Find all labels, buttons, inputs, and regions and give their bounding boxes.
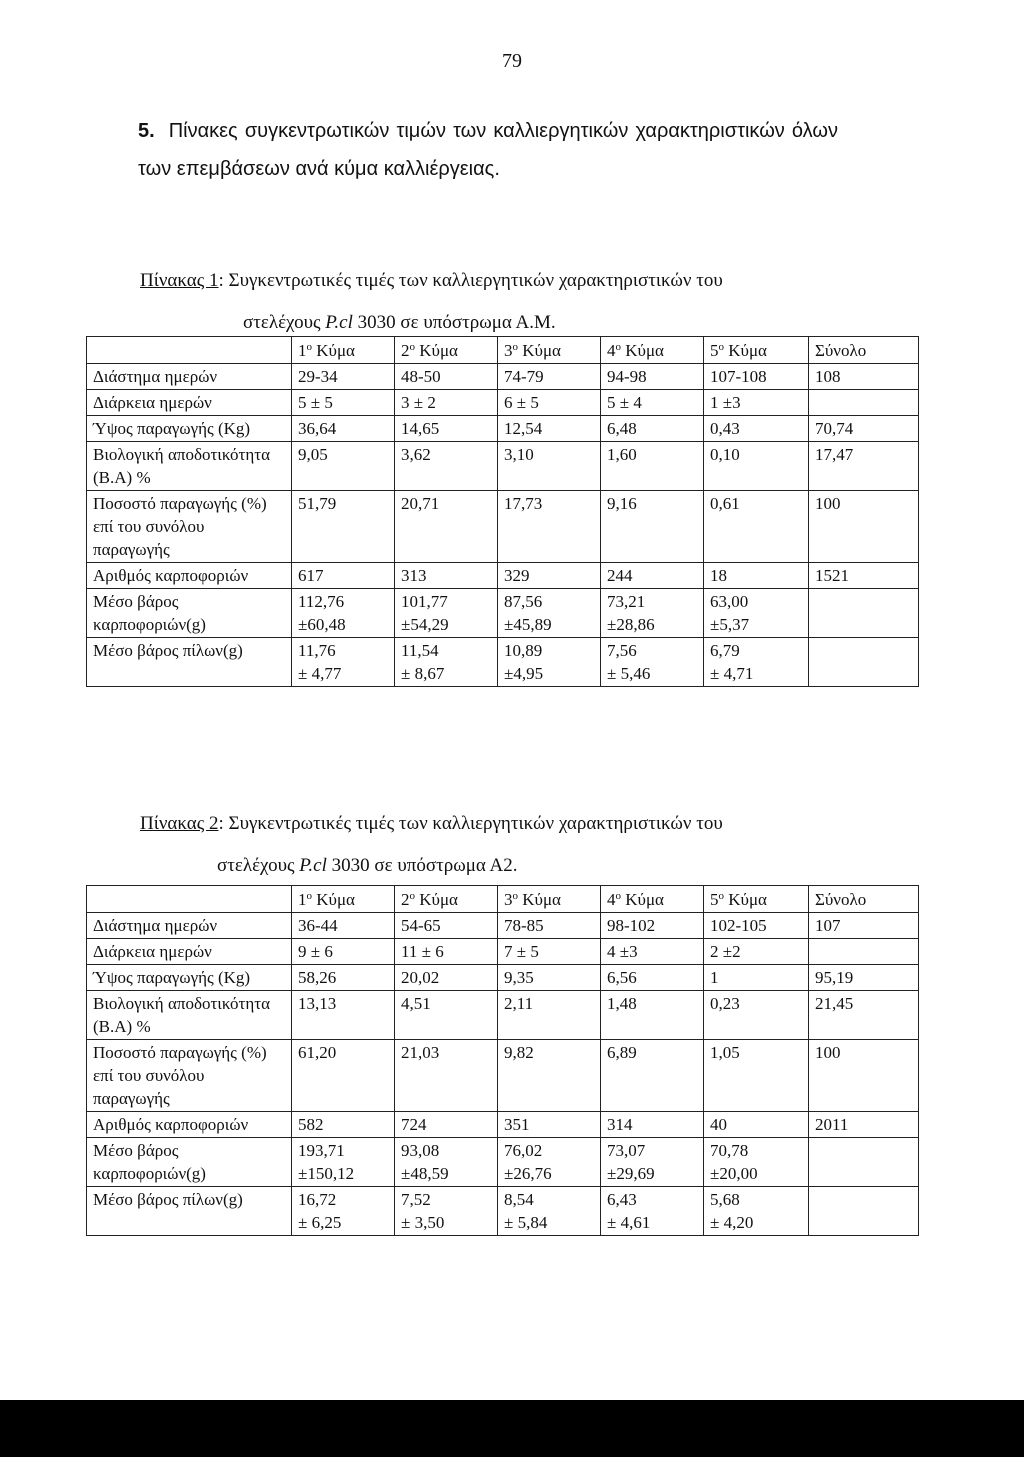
cell-deviation: ±4,95 — [504, 664, 544, 683]
table-cell — [704, 589, 809, 638]
table-cell: 0,10 — [704, 442, 809, 491]
table-cell: 21,03 — [395, 1040, 498, 1112]
cell-deviation: ± 8,67 — [401, 664, 445, 683]
row-label: Μέσο βάρος πίλων(g) — [87, 638, 292, 687]
table-cell: 5 ± 4 — [601, 390, 704, 416]
cell-deviation: ±20,00 — [710, 1164, 758, 1183]
table-row — [87, 1040, 919, 1112]
table-cell: 0,61 — [704, 491, 809, 563]
column-header — [704, 886, 809, 913]
table-1 — [86, 336, 919, 687]
cell-deviation: ± 5,46 — [607, 664, 651, 683]
cell-mean: 101,77 — [401, 592, 448, 611]
table-row — [87, 589, 919, 638]
table-cell: 7 ± 5 — [498, 939, 601, 965]
table-2-caption-strain: P.cl — [299, 855, 327, 876]
table-cell: 98-102 — [601, 913, 704, 939]
table-cell: 1,48 — [601, 991, 704, 1040]
table-cell — [601, 638, 704, 687]
cell-deviation: ±48,59 — [401, 1164, 449, 1183]
table-cell — [395, 638, 498, 687]
row-label: Διάστημα ημερών — [87, 913, 292, 939]
table-1-caption — [140, 260, 723, 344]
table-row — [87, 638, 919, 687]
column-header — [809, 337, 919, 364]
table-cell: 29-34 — [292, 364, 395, 390]
row-label: Βιολογική αποδοτικότητα (Β.Α) % — [87, 991, 292, 1040]
row-label: Διάρκεια ημερών — [87, 939, 292, 965]
column-header — [498, 337, 601, 364]
table-cell: 9,82 — [498, 1040, 601, 1112]
header-text: Σύνολο — [815, 890, 867, 909]
cell-deviation: ± 5,84 — [504, 1213, 548, 1232]
table-cell — [498, 1138, 601, 1187]
table-cell: 6,56 — [601, 965, 704, 991]
table-cell — [292, 1138, 395, 1187]
table-cell: 2 ±2 — [704, 939, 809, 965]
table-cell: 9,16 — [601, 491, 704, 563]
header-number: 3 — [504, 341, 513, 360]
table-row — [87, 364, 919, 390]
table-cell: 100 — [809, 1040, 919, 1112]
row-label: Μέσο βάρος καρποφοριών(g) — [87, 589, 292, 638]
table-cell: 21,45 — [809, 991, 919, 1040]
table-cell: 244 — [601, 563, 704, 589]
table-row — [87, 390, 919, 416]
column-header — [601, 337, 704, 364]
column-header — [292, 886, 395, 913]
page-number: 79 — [502, 50, 522, 72]
cell-deviation: ± 4,77 — [298, 664, 342, 683]
header-text: Κύμα — [518, 890, 561, 909]
row-label: Διάρκεια ημερών — [87, 390, 292, 416]
header-text: Κύμα — [312, 890, 355, 909]
cell-mean: 7,52 — [401, 1190, 431, 1209]
table-cell: 18 — [704, 563, 809, 589]
cell-deviation: ± 4,61 — [607, 1213, 651, 1232]
table-cell — [809, 589, 919, 638]
table-cell: 108 — [809, 364, 919, 390]
section-title: Πίνακες συγκεντρωτικών τιμών των καλλιεργητικών χαρακτηριστικών όλων των επεμβάσεων ανά κύμα καλλιέργειας. — [138, 120, 838, 180]
cell-mean: 87,56 — [504, 592, 543, 611]
column-header — [809, 886, 919, 913]
table-row — [87, 965, 919, 991]
table-cell: 12,54 — [498, 416, 601, 442]
table-cell: 51,79 — [292, 491, 395, 563]
cell-mean: 112,76 — [298, 592, 345, 611]
header-row — [87, 337, 919, 364]
table-cell: 58,26 — [292, 965, 395, 991]
table-row — [87, 913, 919, 939]
header-number: 1 — [298, 890, 307, 909]
cell-deviation: ± 4,20 — [710, 1213, 754, 1232]
table-cell: 4 ±3 — [601, 939, 704, 965]
cell-deviation: ± 3,50 — [401, 1213, 445, 1232]
column-header — [395, 337, 498, 364]
section-heading — [138, 112, 838, 188]
header-text: Σύνολο — [815, 341, 867, 360]
header-superscript: ο — [718, 890, 724, 902]
header-text: Κύμα — [415, 341, 458, 360]
table-1-caption-line2-end: 3030 σε υπόστρωμα Α.Μ. — [352, 312, 556, 333]
table-2 — [86, 885, 919, 1236]
table-cell: 9,05 — [292, 442, 395, 491]
table-row — [87, 416, 919, 442]
table-1-caption-prefix: Πίνακας 1 — [140, 270, 219, 291]
header-number: 5 — [710, 890, 719, 909]
table-cell: 36,64 — [292, 416, 395, 442]
table-1-caption-text: : Συγκεντρωτικές τιμές των καλλιεργητικών χαρακτηριστικών του — [218, 270, 723, 291]
cell-deviation: ±28,86 — [607, 615, 655, 634]
table-cell: 61,20 — [292, 1040, 395, 1112]
table-cell — [395, 1187, 498, 1236]
table-cell: 351 — [498, 1112, 601, 1138]
table-cell: 329 — [498, 563, 601, 589]
table-cell: 2011 — [809, 1112, 919, 1138]
cell-deviation: ±26,76 — [504, 1164, 552, 1183]
table-cell: 17,47 — [809, 442, 919, 491]
header-superscript: ο — [512, 890, 518, 902]
cell-deviation: ±60,48 — [298, 615, 346, 634]
cell-mean: 6,43 — [607, 1190, 637, 1209]
table-cell: 3 ± 2 — [395, 390, 498, 416]
cell-mean: 70,78 — [710, 1141, 749, 1160]
cell-mean: 8,54 — [504, 1190, 534, 1209]
cell-mean: 76,02 — [504, 1141, 543, 1160]
table-cell — [292, 589, 395, 638]
table-cell — [601, 589, 704, 638]
table-cell: 95,19 — [809, 965, 919, 991]
table-2-caption-prefix: Πίνακας 2 — [140, 813, 219, 834]
table-cell — [704, 1187, 809, 1236]
cell-mean: 5,68 — [710, 1190, 740, 1209]
table-cell: 48-50 — [395, 364, 498, 390]
table-cell: 3,62 — [395, 442, 498, 491]
header-number: 5 — [710, 341, 719, 360]
table-cell — [498, 1187, 601, 1236]
column-header — [498, 886, 601, 913]
table-cell: 313 — [395, 563, 498, 589]
table-2-caption — [140, 803, 723, 887]
header-number: 2 — [401, 341, 410, 360]
table-cell: 6,89 — [601, 1040, 704, 1112]
cell-mean: 73,07 — [607, 1141, 646, 1160]
cell-deviation: ±45,89 — [504, 615, 552, 634]
table-row — [87, 442, 919, 491]
cell-mean: 7,56 — [607, 641, 637, 660]
table-cell — [601, 1187, 704, 1236]
header-text: Κύμα — [621, 890, 664, 909]
table-cell: 6,48 — [601, 416, 704, 442]
cell-mean: 16,72 — [298, 1190, 337, 1209]
header-number: 1 — [298, 341, 307, 360]
table-cell: 54-65 — [395, 913, 498, 939]
table-cell: 1 — [704, 965, 809, 991]
header-superscript: ο — [409, 341, 415, 353]
table-cell — [601, 1138, 704, 1187]
row-label: Ποσοστό παραγωγής (%) επί του συνόλου παραγωγής — [87, 1040, 292, 1112]
table-cell: 4,51 — [395, 991, 498, 1040]
column-header — [292, 337, 395, 364]
table-cell — [498, 638, 601, 687]
cell-mean: 11,54 — [401, 641, 439, 660]
table-1-caption-line2: στελέχους — [243, 312, 326, 333]
header-row — [87, 886, 919, 913]
table-cell — [809, 638, 919, 687]
header-superscript: ο — [512, 341, 518, 353]
header-number: 4 — [607, 341, 616, 360]
cell-deviation: ± 4,71 — [710, 664, 754, 683]
table-cell: 107 — [809, 913, 919, 939]
table-cell — [809, 1187, 919, 1236]
table-cell: 582 — [292, 1112, 395, 1138]
table-cell: 102-105 — [704, 913, 809, 939]
table-cell: 314 — [601, 1112, 704, 1138]
table-cell: 1,60 — [601, 442, 704, 491]
table-cell: 1 ±3 — [704, 390, 809, 416]
row-label: Διάστημα ημερών — [87, 364, 292, 390]
column-header — [704, 337, 809, 364]
table-cell: 6 ± 5 — [498, 390, 601, 416]
cell-deviation: ±5,37 — [710, 615, 750, 634]
header-number: 4 — [607, 890, 616, 909]
cell-mean: 6,79 — [710, 641, 740, 660]
table-cell — [292, 1187, 395, 1236]
table-cell: 20,02 — [395, 965, 498, 991]
table-cell: 36-44 — [292, 913, 395, 939]
row-label: Ύψος παραγωγής (Kg) — [87, 965, 292, 991]
cell-mean: 10,89 — [504, 641, 543, 660]
table-cell — [395, 589, 498, 638]
table-cell: 9 ± 6 — [292, 939, 395, 965]
table-2-caption-line2: στελέχους — [217, 855, 300, 876]
table-cell: 0,43 — [704, 416, 809, 442]
table-cell — [292, 638, 395, 687]
table-cell: 70,74 — [809, 416, 919, 442]
header-number: 3 — [504, 890, 513, 909]
row-label: Μέσο βάρος πίλων(g) — [87, 1187, 292, 1236]
table-cell: 14,65 — [395, 416, 498, 442]
table-row — [87, 939, 919, 965]
cell-deviation: ±29,69 — [607, 1164, 655, 1183]
header-text: Κύμα — [312, 341, 355, 360]
table-cell: 107-108 — [704, 364, 809, 390]
table-cell: 5 ± 5 — [292, 390, 395, 416]
table-row — [87, 1138, 919, 1187]
cell-mean: 193,71 — [298, 1141, 345, 1160]
table-cell: 9,35 — [498, 965, 601, 991]
header-text: Κύμα — [415, 890, 458, 909]
header-corner — [87, 886, 292, 913]
table-cell: 40 — [704, 1112, 809, 1138]
row-label: Μέσο βάρος καρποφοριών(g) — [87, 1138, 292, 1187]
table-2-caption-text: : Συγκεντρωτικές τιμές των καλλιεργητικών χαρακτηριστικών του — [218, 813, 723, 834]
cell-mean: 63,00 — [710, 592, 749, 611]
table-cell: 0,23 — [704, 991, 809, 1040]
row-label: Βιολογική αποδοτικότητα (Β.Α) % — [87, 442, 292, 491]
section-number: 5. — [138, 120, 155, 142]
table-cell: 13,13 — [292, 991, 395, 1040]
header-superscript: ο — [615, 890, 621, 902]
header-superscript: ο — [718, 341, 724, 353]
cell-deviation: ± 6,25 — [298, 1213, 342, 1232]
column-header — [601, 886, 704, 913]
table-cell: 94-98 — [601, 364, 704, 390]
table-cell: 17,73 — [498, 491, 601, 563]
column-header — [395, 886, 498, 913]
header-superscript: ο — [306, 890, 312, 902]
header-corner — [87, 337, 292, 364]
cell-deviation: ±150,12 — [298, 1164, 355, 1183]
table-cell: 617 — [292, 563, 395, 589]
table-cell: 2,11 — [498, 991, 601, 1040]
table-row — [87, 563, 919, 589]
table-row — [87, 991, 919, 1040]
table-cell: 724 — [395, 1112, 498, 1138]
row-label: Αριθμός καρποφοριών — [87, 1112, 292, 1138]
table-cell: 100 — [809, 491, 919, 563]
cell-mean: 11,76 — [298, 641, 336, 660]
header-text: Κύμα — [518, 341, 561, 360]
table-cell — [704, 638, 809, 687]
table-cell: 3,10 — [498, 442, 601, 491]
table-row — [87, 491, 919, 563]
table-cell — [498, 589, 601, 638]
table-2-caption-line2-end: 3030 σε υπόστρωμα Α2. — [326, 855, 518, 876]
table-cell: 1,05 — [704, 1040, 809, 1112]
table-cell — [809, 939, 919, 965]
table-cell — [704, 1138, 809, 1187]
table-cell: 20,71 — [395, 491, 498, 563]
header-superscript: ο — [306, 341, 312, 353]
table-row — [87, 1187, 919, 1236]
table-cell — [809, 390, 919, 416]
table-1-caption-strain: P.cl — [325, 312, 353, 333]
row-label: Ύψος παραγωγής (Kg) — [87, 416, 292, 442]
header-superscript: ο — [409, 890, 415, 902]
header-text: Κύμα — [724, 890, 767, 909]
table-cell: 11 ± 6 — [395, 939, 498, 965]
table-cell: 1521 — [809, 563, 919, 589]
cell-deviation: ±54,29 — [401, 615, 449, 634]
table-cell — [395, 1138, 498, 1187]
table-cell: 78-85 — [498, 913, 601, 939]
table-cell — [809, 1138, 919, 1187]
header-text: Κύμα — [724, 341, 767, 360]
row-label: Αριθμός καρποφοριών — [87, 563, 292, 589]
header-superscript: ο — [615, 341, 621, 353]
table-cell: 74-79 — [498, 364, 601, 390]
header-text: Κύμα — [621, 341, 664, 360]
table-row — [87, 1112, 919, 1138]
cell-mean: 73,21 — [607, 592, 646, 611]
row-label: Ποσοστό παραγωγής (%) επί του συνόλου παραγωγής — [87, 491, 292, 563]
cell-mean: 93,08 — [401, 1141, 440, 1160]
header-number: 2 — [401, 890, 410, 909]
